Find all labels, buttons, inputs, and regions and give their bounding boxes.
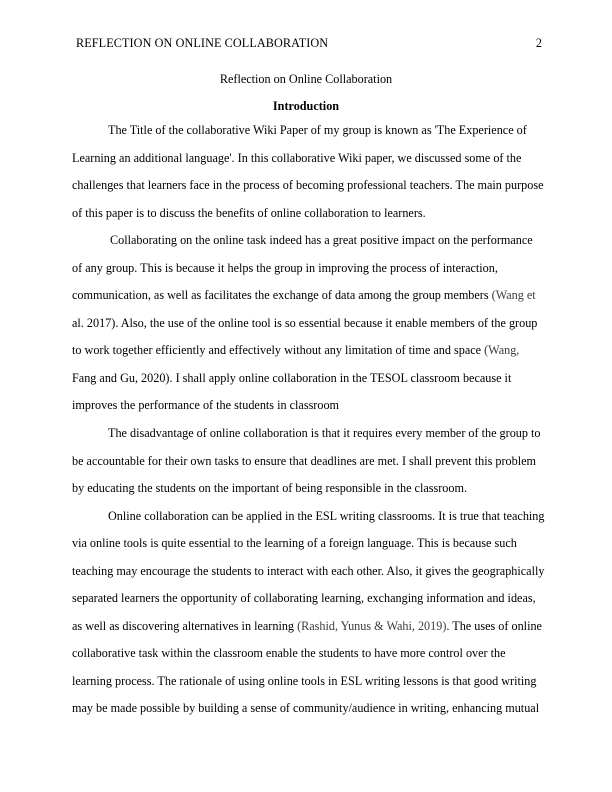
- paragraph-line: teaching may encourage the students to interact with each other. Also, it gives the geographically: [72, 563, 545, 578]
- page-number: 2: [535, 36, 542, 50]
- paragraph-line: Collaborating on the online task indeed has a great positive impact on the performance: [110, 233, 533, 248]
- paragraph-line: challenges that learners face in the process of becoming professional teachers. The main purpose: [72, 178, 544, 193]
- citation-wang-2017: (Wang et: [491, 288, 536, 303]
- paragraph-line: separated learners the opportunity of collaborating learning, exchanging information and ideas,: [72, 591, 536, 606]
- paragraph-line: Learning an additional language'. In this collaborative Wiki paper, we discussed some of the: [72, 150, 522, 165]
- paragraph-line: be accountable for their own tasks to ensure that deadlines are met. I shall prevent this problem: [72, 453, 536, 468]
- citation-wang-2020: (Wang,: [484, 343, 520, 358]
- paragraph-line: learning process. The rationale of using online tools in ESL writing lessons is that good writing: [72, 673, 537, 688]
- paragraph-line: al. 2017). Also, the use of the online tool is so essential because it enable members of the group: [72, 315, 538, 330]
- paragraph-line: via online tools is quite essential to the learning of a foreign language. This is because such: [72, 536, 517, 551]
- citation-rashid-2019: (Rashid, Yunus & Wahi, 2019): [297, 618, 447, 633]
- paragraph-line: by educating the students on the important of being responsible in the classroom.: [72, 481, 467, 496]
- body-text: [72, 122, 544, 728]
- paragraph-line: [72, 287, 544, 315]
- paper-title: Reflection on Online Collaboration: [219, 72, 393, 86]
- section-heading-introduction: Introduction: [272, 99, 340, 113]
- paragraph-line: collaborative task within the classroom enable the students to have more control over the: [72, 646, 506, 661]
- paragraph-line: The disadvantage of online collaboration is that it requires every member of the group to: [108, 426, 541, 441]
- paragraph-line-text: as well as discovering alternatives in learning: [72, 618, 298, 633]
- paragraph-line: Online collaboration can be applied in the ESL writing classrooms. It is true that teaching: [108, 508, 545, 523]
- paragraph-line: may be made possible by building a sense of community/audience in writing, enhancing mutual: [72, 701, 540, 716]
- paragraph-line: improves the performance of the students in classroom: [72, 398, 340, 413]
- paragraph-line-text: communication, as well as facilitates the exchange of data among the group members: [72, 288, 492, 303]
- paragraph-line: of any group. This is because it helps the group in improving the process of interaction,: [72, 260, 498, 275]
- paragraph-line: Fang and Gu, 2020). I shall apply online collaboration in the TESOL classroom because it: [72, 370, 512, 385]
- paragraph-line: [72, 618, 544, 646]
- paragraph-line: of this paper is to discuss the benefits of online collaboration to learners.: [72, 205, 426, 220]
- paragraph-line: [72, 342, 544, 370]
- running-head: REFLECTION ON ONLINE COLLABORATION: [76, 36, 329, 50]
- paragraph-line-text: . The uses of online: [446, 618, 542, 633]
- paragraph-line: The Title of the collaborative Wiki Paper of my group is known as 'The Experience of: [108, 123, 527, 137]
- paragraph-line-text: to work together efficiently and effectively without any limitation of time and space: [72, 343, 485, 358]
